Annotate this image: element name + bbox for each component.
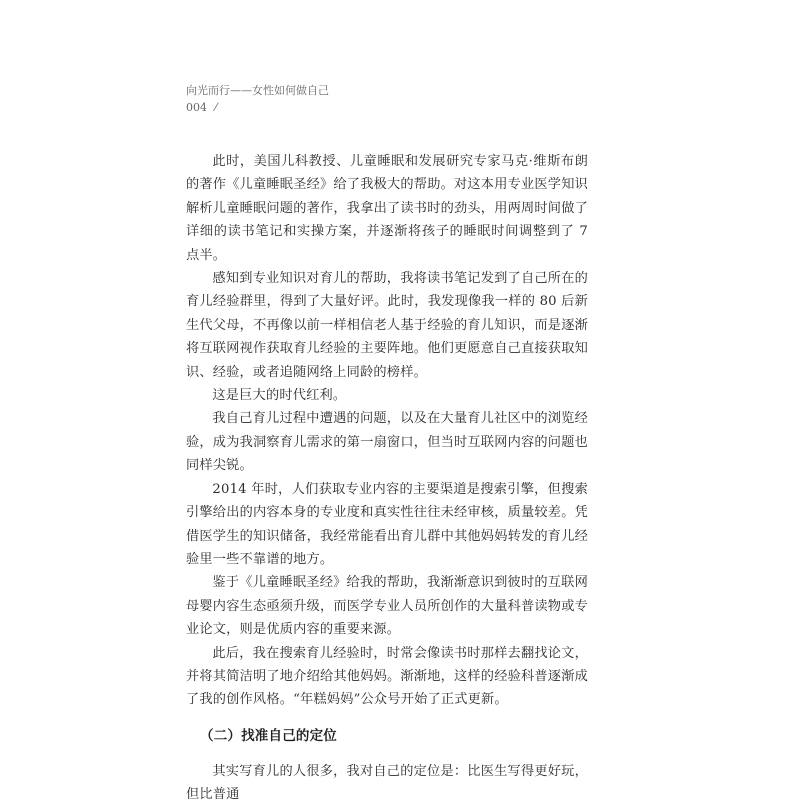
- paragraph: 感知到专业知识对育儿的帮助，我将读书笔记发到了自己所在的育儿经验群里，得到了大量好评。此时，我发现像我一样的 80 后新生代父母，不再像以前一样相信老人基于经验的育儿知识，而是逐渐将互联网视作获取育儿经验的主要阵地。他们更愿意自己直接获取知识、经验，或者追随网络上同龄的榜样。: [186, 271, 588, 380]
- paragraph: 其实写育儿的人很多，我对自己的定位是：比医生写得更好玩，但比普通: [186, 763, 588, 803]
- paragraph: 此后，我在搜索育儿经验时，时常会像读书时那样去翻找论文，并将其简洁明了地介绍给其他妈妈。渐渐地，这样的经验科普逐渐成了我的创作风格。“年糕妈妈”公众号开始了正式更新。: [186, 645, 588, 708]
- running-header: [186, 82, 329, 116]
- page-number: 004: [186, 101, 207, 114]
- paragraph: 此时，美国儿科教授、儿童睡眠和发展研究专家马克·维斯布朗的著作《儿童睡眠圣经》给了我极大的帮助。对这本用专业医学知识解析儿童睡眠问题的著作，我拿出了读书时的劲头，用两周时间做了详细的读书笔记和实操方案，并逐渐将孩子的睡眠时间调整到了 7 点半。: [186, 154, 588, 263]
- page-separator: ⁄: [215, 101, 217, 114]
- paragraph: 我自己育儿过程中遭遇的问题，以及在大量育儿社区中的浏览经验，成为我洞察育儿需求的第一扇窗口，但当时互联网内容的问题也同样尖锐。: [186, 411, 588, 474]
- section-heading: （二）找准自己的定位: [200, 727, 337, 744]
- book-title: 向光而行——女性如何做自己: [186, 84, 329, 97]
- paragraph: 鉴于《儿童睡眠圣经》给我的帮助，我渐渐意识到彼时的互联网母婴内容生态亟须升级，而医学专业人员所创作的大量科普读物或专业论文，则是优质内容的重要来源。: [186, 575, 588, 638]
- body-text: [186, 150, 588, 807]
- page-number-line: [186, 99, 329, 116]
- paragraph: 这是巨大的时代红利。: [212, 388, 347, 404]
- paragraph: 2014 年时，人们获取专业内容的主要渠道是搜索引擎，但搜索引擎给出的内容本身的专业度和真实性往往未经审核，质量较差。凭借医学生的知识储备，我经常能看出育儿群中其他妈妈转发的育儿经验里一些不靠谱的地方。: [186, 481, 588, 567]
